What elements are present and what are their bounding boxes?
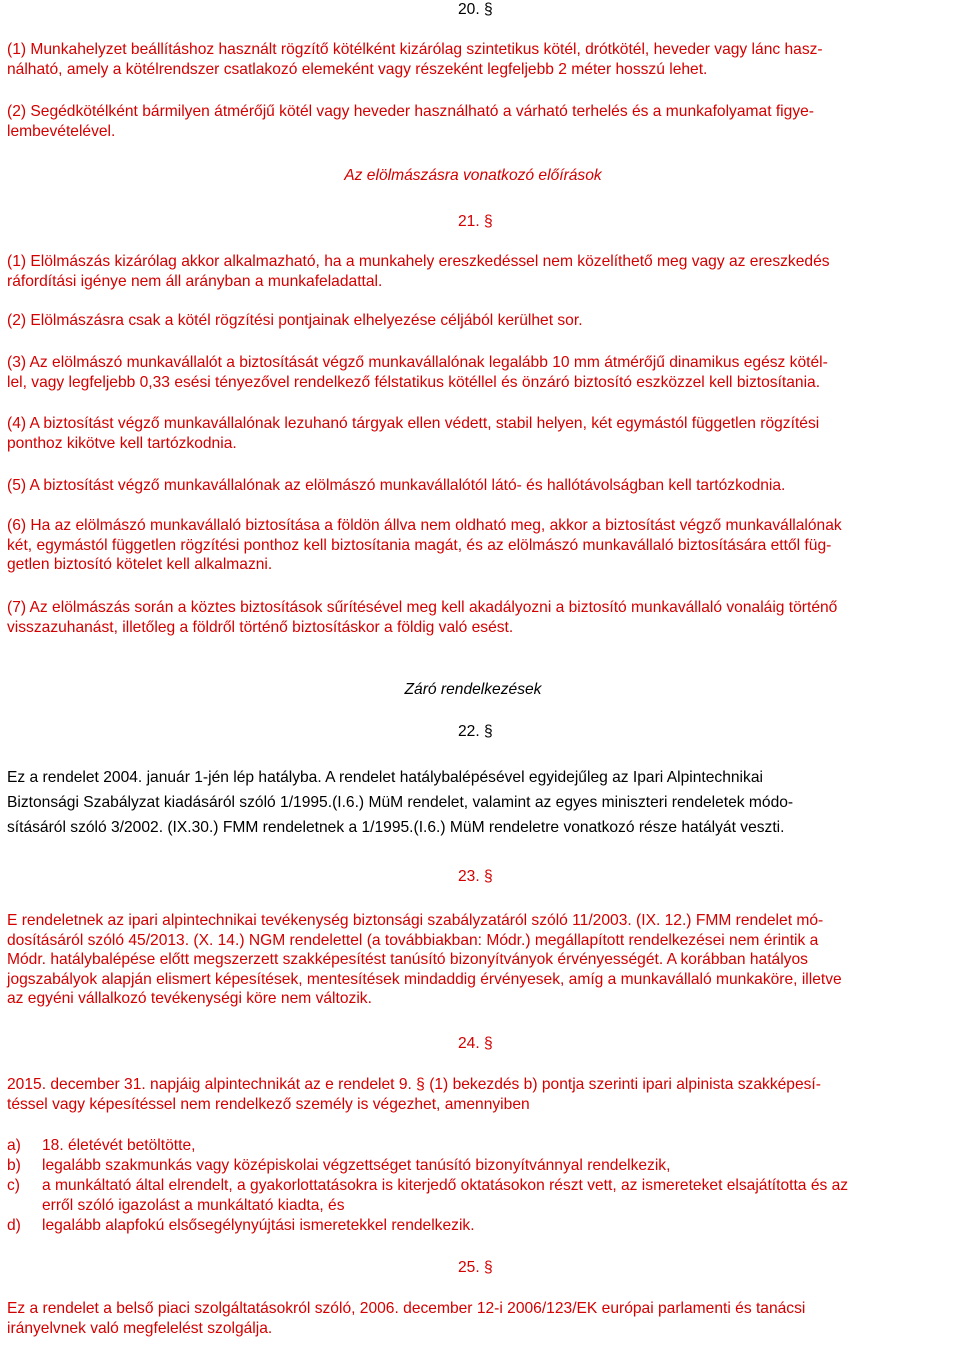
section-22-heading: 22. § [458,723,493,740]
list-item-text: 18. életévét betöltötte, [42,1137,196,1154]
s24-intro: 2015. december 31. napjáig alpintechnikát az e rendelet 9. § (1) bekezdés b) pontja szerinti ipari alpinista szakképesí- téssel vagy képesítéssel nem rendelkező személy is végezhet, amennyiben [7,1076,821,1113]
list-item-text: legalább alapfokú elsősegélynyújtási ismeretekkel rendelkezik. [42,1217,475,1234]
section-20-heading: 20. § [458,1,493,18]
section-24-heading: 24. § [458,1035,493,1052]
s20-paragraph-2: (2) Segédkötélként bármilyen átmérőjű kötél vagy heveder használható a várható terhelés és a munkafolyamat figye- lembevételével. [7,103,814,140]
s22-paragraph: Ez a rendelet 2004. január 1-jén lép hatályba. A rendelet hatálybalépésével egyidejűleg az Ipari Alpintechnikai Biztonsági Szabályzat kiadásáról szóló 1/1995.(I.6.) MüM rendelet, valamint az egyes miniszteri rendeletek módo- sításáról szóló 3/2002. (IX.30.) FMM rendeletnek a 1/1995.(I.6.) MüM rendeletre vonatkozó része hatályát veszti. [7,769,794,836]
list-item-text: legalább szakmunkás vagy középiskolai végzettséget tanúsító bizonyítvánnyal rendelkezik, [42,1157,671,1174]
list-item-label: a) [7,1137,21,1154]
s21-paragraph-6: (6) Ha az elölmászó munkavállaló biztosítása a földön állva nem oldható meg, akkor a biztosítást végző munkavállalónak két, egymástól független rögzítési ponthoz kell biztosítania magát, és az elölmászó munkavállaló biztosítására ettől füg- getlen biztosító kötelet kell alkalmazni. [7,517,842,573]
list-item-text: a munkáltató által elrendelt, a gyakorlottatásokra is kiterjedő oktatásokon részt vett, az ismereteket elsajátította és az erről szóló igazolást a munkáltató kiadta, és [42,1177,849,1214]
s21-paragraph-2: (2) Elölmászásra csak a kötél rögzítési pontjainak elhelyezése céljából kerülhet sor. [7,312,583,329]
s25-paragraph: Ez a rendelet a belső piaci szolgáltatásokról szóló, 2006. december 12-i 2006/123/EK európai parlamenti és tanácsi irányelvnek való megfelelést szolgálja. [7,1300,806,1337]
s21-paragraph-5: (5) A biztosítást végző munkavállalónak az elölmászó munkavállalótól látó- és hallótávolságban kell tartózkodnia. [7,477,786,494]
s20-paragraph-1: (1) Munkahelyzet beállításhoz használt rögzítő kötélként kizárólag szintetikus kötél, drótkötél, heveder vagy lánc hasz- nálható, amely a kötélrendszer csatlakozó elemeként vagy részeként legfeljebb 2 méter hosszú lehet. [7,41,823,78]
section-25-heading: 25. § [458,1259,493,1276]
list-item-label: b) [7,1157,21,1174]
list-item-label: d) [7,1217,21,1234]
s23-paragraph: E rendeletnek az ipari alpintechnikai tevékenység biztonsági szabályzatáról szóló 11/2003. (IX. 12.) FMM rendelet mó- dosításáról szóló 45/2013. (X. 14.) NGM rendelettel (a továbbiakban: Módr.) megállapított rendelkezései nem érintik a Módr. hatálybalépése előtt megszerzett szakképesítést tanúsító bizonyítványok érvényességét. A korábban hatályos jogszabályok alapján elismert képesítések, mentesítések mindaddig érvényesek, amíg a munkavállaló munkaköre, illetve az egyéni vállalkozó tevékenységi köre nem változik. [7,912,842,1007]
s21-paragraph-4: (4) A biztosítást végző munkavállalónak lezuhanó tárgyak ellen védett, stabil helyen, két egymástól független rögzítési ponthoz kikötve kell tartózkodnia. [7,415,820,452]
zaro-heading: Záró rendelkezések [404,681,542,698]
s21-paragraph-7: (7) Az elölmászás során a köztes biztosítások sűrítésével meg kell akadályozni a biztosító munkavállaló vonaláig történő visszazuhanást, illetőleg a földről történő biztosításkor a földig való esést. [7,599,838,636]
s21-paragraph-1: (1) Elölmászás kizárólag akkor alkalmazható, ha a munkahely ereszkedéssel nem közelíthető meg vagy az ereszkedés ráfordítási igénye nem áll arányban a munkafeladattal. [7,253,830,290]
s21-paragraph-3: (3) Az elölmászó munkavállalót a biztosítását végző munkavállalónak legalább 10 mm átmérőjű dinamikus egész kötél- lel, vagy legfeljebb 0,33 esési tényezővel rendelkező félstatikus kötéllel és önzáró biztosító eszközzel kell biztosítania. [7,354,828,391]
elolmaszas-heading: Az elölmászásra vonatkozó előírások [344,167,602,184]
list-item-label: c) [7,1177,20,1194]
section-21-heading: 21. § [458,213,493,230]
section-23-heading: 23. § [458,868,493,885]
